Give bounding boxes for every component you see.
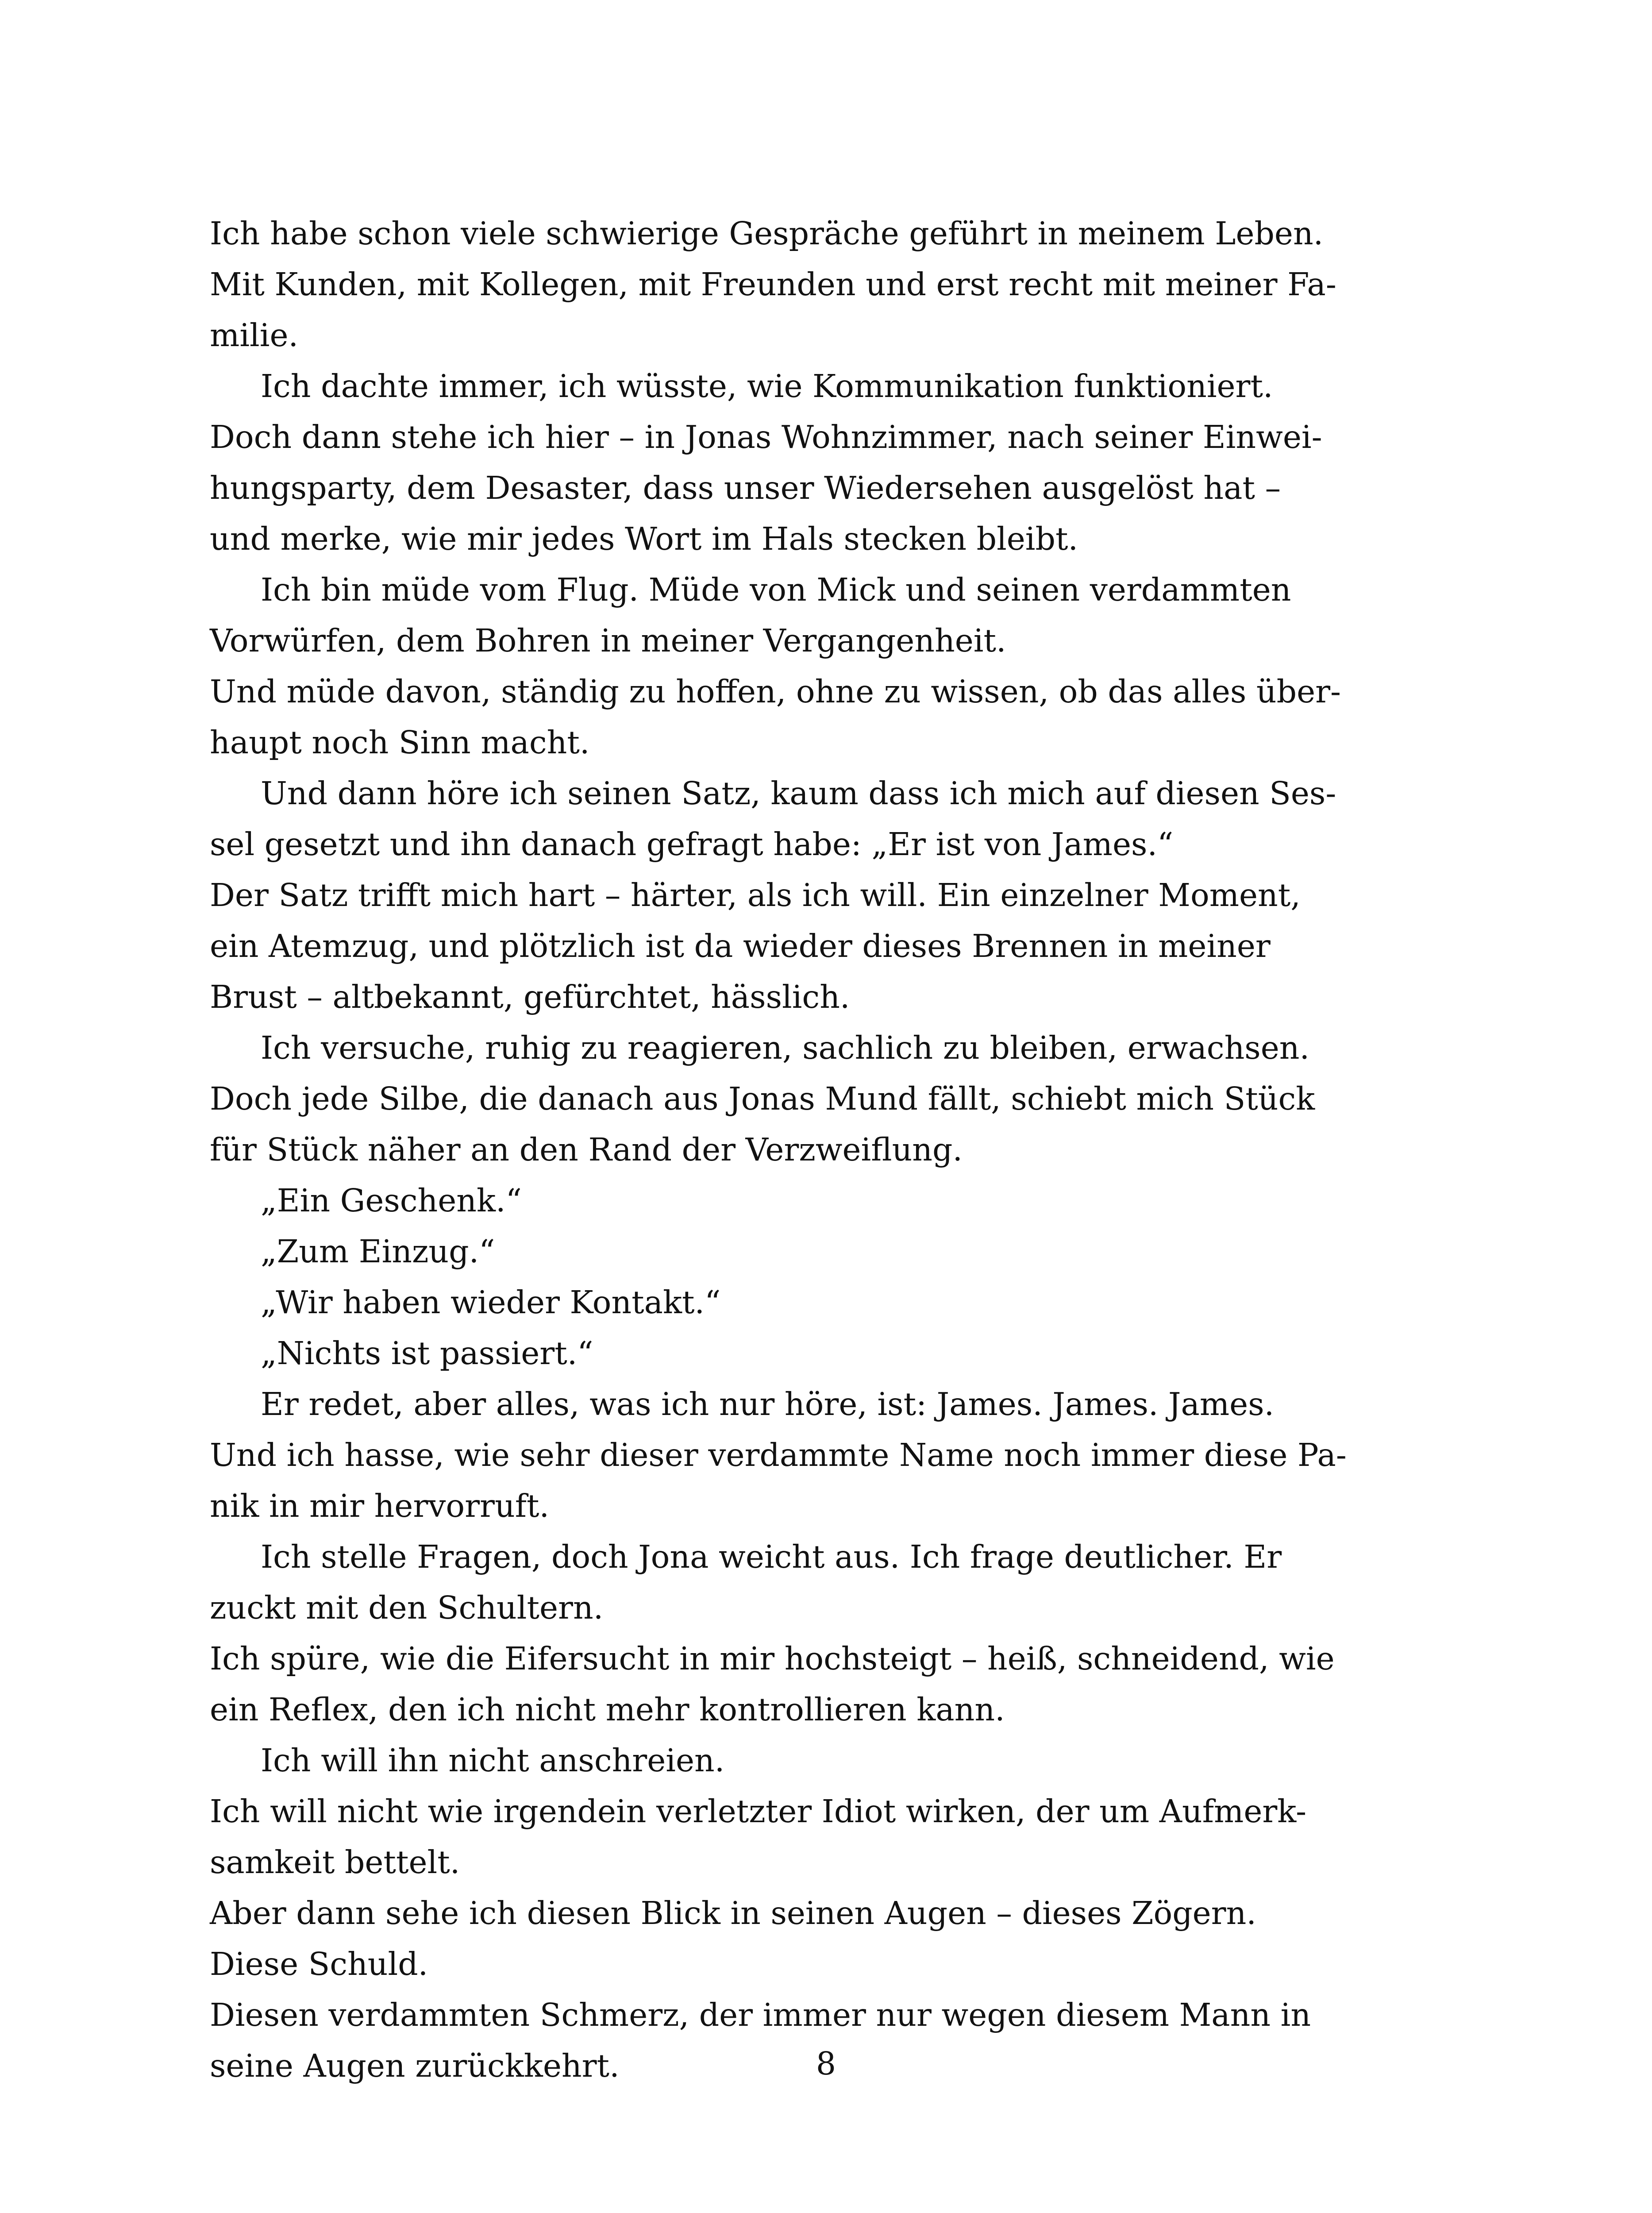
text-line: zuckt mit den Schultern. bbox=[210, 1589, 604, 1626]
text-line: Brust – altbekannt, gefürchtet, hässlich. bbox=[210, 979, 850, 1015]
text-line: Aber dann sehe ich diesen Blick in seinen Augen – dieses Zögern. bbox=[210, 1895, 1256, 1932]
dialogue-line: „Ein Geschenk.“ bbox=[261, 1182, 522, 1219]
dialogue-line: „Wir haben wieder Kontakt.“ bbox=[261, 1284, 721, 1321]
text-line: Der Satz trifft mich hart – härter, als ich will. Ein einzelner Moment, bbox=[210, 877, 1301, 914]
text-line-indented: Ich versuche, ruhig zu reagieren, sachlich zu bleiben, erwachsen. bbox=[261, 1029, 1310, 1066]
text-line-indented: Ich will ihn nicht anschreien. bbox=[261, 1742, 725, 1779]
text-line: Und ich hasse, wie sehr dieser verdammte Name noch immer diese Pa- bbox=[210, 1437, 1347, 1473]
text-line: Ich habe schon viele schwierige Gespräche geführt in meinem Leben. bbox=[210, 215, 1324, 252]
text-line: Und müde davon, ständig zu hoffen, ohne zu wissen, ob das alles über- bbox=[210, 673, 1341, 710]
text-line: hungsparty, dem Desaster, dass unser Wiedersehen ausgelöst hat – bbox=[210, 470, 1281, 506]
dialogue-line: „Nichts ist passiert.“ bbox=[261, 1335, 593, 1372]
page-number: 8 bbox=[816, 2045, 836, 2082]
text-line: milie. bbox=[210, 317, 299, 354]
text-line: samkeit bettelt. bbox=[210, 1844, 460, 1881]
text-line: Ich will nicht wie irgendein verletzter Idiot wirken, der um Aufmerk- bbox=[210, 1793, 1307, 1830]
text-line: haupt noch Sinn macht. bbox=[210, 724, 590, 761]
text-line: Vorwürfen, dem Bohren in meiner Vergangenheit. bbox=[210, 622, 1006, 659]
text-line: Doch jede Silbe, die danach aus Jonas Mund fällt, schiebt mich Stück bbox=[210, 1080, 1315, 1117]
dialogue-line: „Zum Einzug.“ bbox=[261, 1233, 495, 1270]
text-line: für Stück näher an den Rand der Verzweiflung. bbox=[210, 1131, 963, 1168]
text-line: Doch dann stehe ich hier – in Jonas Wohnzimmer, nach seiner Einwei- bbox=[210, 419, 1322, 455]
text-line: Ich spüre, wie die Eifersucht in mir hochsteigt – heiß, schneidend, wie bbox=[210, 1640, 1335, 1677]
text-line-indented: Er redet, aber alles, was ich nur höre, ist: James. James. James. bbox=[261, 1386, 1275, 1423]
text-line: und merke, wie mir jedes Wort im Hals stecken bleibt. bbox=[210, 520, 1078, 557]
text-line: ein Atemzug, und plötzlich ist da wieder dieses Brennen in meiner bbox=[210, 928, 1271, 964]
text-line: seine Augen zurückkehrt. bbox=[210, 2047, 620, 2084]
text-line: Diese Schuld. bbox=[210, 1946, 428, 1982]
text-line: Mit Kunden, mit Kollegen, mit Freunden und erst recht mit meiner Fa- bbox=[210, 266, 1336, 303]
text-line-indented: Ich bin müde vom Flug. Müde von Mick und seinen verdammten bbox=[261, 571, 1291, 608]
text-line: sel gesetzt und ihn danach gefragt habe: „Er ist von James.“ bbox=[210, 826, 1174, 863]
text-line: Diesen verdammten Schmerz, der immer nur wegen diesem Mann in bbox=[210, 1997, 1311, 2033]
body-text bbox=[210, 208, 1431, 2091]
text-line-indented: Ich stelle Fragen, doch Jona weicht aus. Ich frage deutlicher. Er bbox=[261, 1538, 1282, 1575]
text-line: ein Reflex, den ich nicht mehr kontrollieren kann. bbox=[210, 1691, 1005, 1728]
text-line: nik in mir hervorruft. bbox=[210, 1488, 550, 1524]
text-line-indented: Ich dachte immer, ich wüsste, wie Kommunikation funktioniert. bbox=[261, 368, 1273, 405]
text-line-indented: Und dann höre ich seinen Satz, kaum dass ich mich auf diesen Ses- bbox=[261, 775, 1336, 812]
